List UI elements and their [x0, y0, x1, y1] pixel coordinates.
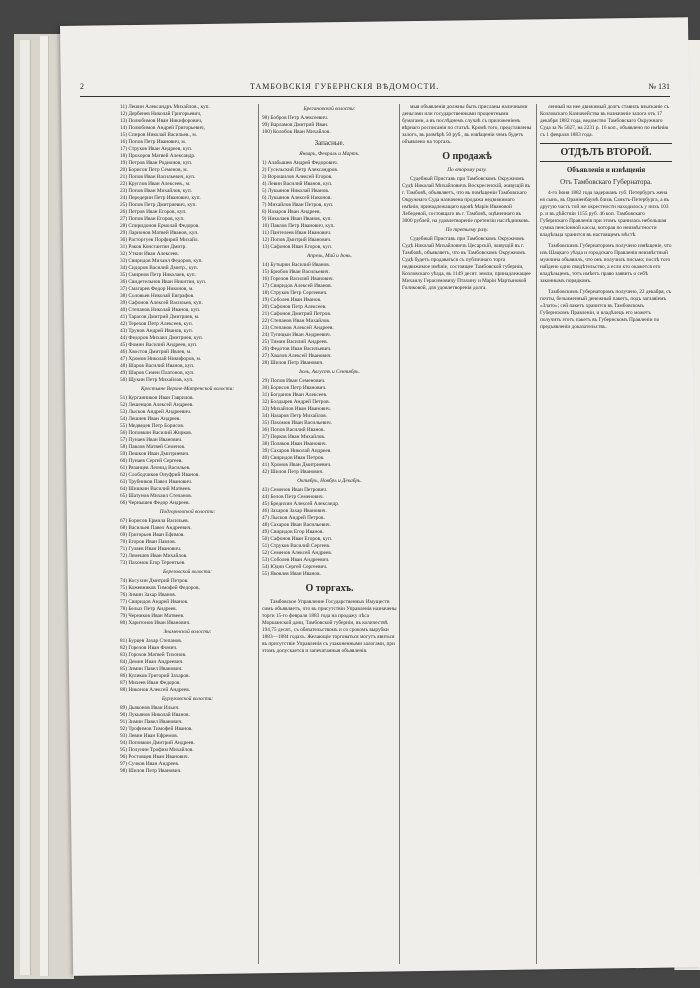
name-list: [120, 578, 255, 627]
list-entry: 45) Бредихин Алексей Александр.: [262, 501, 340, 507]
name-list: [120, 518, 255, 567]
subsection-heading: Октябрь, Ноябрь и Декабрь.: [297, 478, 362, 484]
list-entry: 33) Михайлов Иван Иванович.: [262, 406, 331, 412]
list-entry: 93) Левин Иван Ефремов.: [120, 733, 179, 739]
list-entry: 55) Яковлев Иван Иванов.: [262, 571, 321, 577]
list-entry: 99) Варламов Дмитрий Иван.: [262, 122, 329, 128]
list-entry: 42) Терехов Петр Алексеев, куп.: [120, 321, 193, 327]
list-entry: 48) Сахаров Иван Васильевич.: [262, 522, 331, 528]
list-entry: 49) Свиридов Егор Иванов.: [262, 529, 324, 535]
list-entry: 50) Сафонов Иван Егоров, куп.: [262, 536, 333, 542]
list-entry: 70) Егоров Иван Павлов.: [120, 539, 176, 545]
article-paragraph: Тамбовскимъ Губернаторомъ получено, 22 декабря, съ почты, безъименный денежный пакетъ, подъ заглавіемъ «Злато»; сей пакетъ хранится въ Тамбовскомъ Губернскомъ Правленіи, и владѣлецъ его можетъ получить этотъ пакетъ въ Губернскомъ Правленіи по предъявленіи доказательствъ.: [540, 289, 672, 330]
name-list: [120, 638, 255, 694]
list-entry: 14) Полюбимов Андрей Григорьевич,: [120, 125, 205, 131]
list-entry: 90) Лукьянов Николай Иванов.: [120, 712, 190, 718]
list-entry: 19) Петров Иван Родионов, куп.: [120, 160, 193, 166]
list-entry: 58) Павлов Матвей Семенов.: [120, 444, 186, 450]
list-entry: 38) Поляков Иван Иванович.: [262, 441, 327, 447]
list-entry: 73) Пахомов Егор Терентьев.: [120, 560, 186, 566]
article-paragraph: мыя объявленія должны быть присланы наличными деньгами или государственными процентными бумагами, а въ послѣднемъ случаѣ съ приложеніемъ вѣрнаго росписанія по статьѣ. Кромѣ того, представлены залогъ, въ размѣрѣ 50 руб., въ извѣщеніи чемъ будетъ объявлено на торгахъ.: [402, 104, 532, 145]
list-entry: 39) Сафонов Алексей Васильев, куп.: [120, 300, 203, 306]
list-entry: 94) Поповкин Дмитрий Андреев.: [120, 740, 195, 746]
section-title: ОТДѢЛЪ ВТОРОЙ.: [540, 143, 672, 162]
list-entry: 47) Лысков Андрей Петров.: [262, 515, 325, 521]
list-entry: 53) Лысков Андрей Андреевич.: [120, 409, 192, 415]
section-heading: Подгорновской волости:: [159, 509, 216, 515]
list-entry: 17) Свиридов Алексей Иванов.: [262, 283, 333, 289]
list-entry: 46) Захаров Захар Иванович.: [262, 508, 327, 514]
article-paragraph: Тамбовское Управление Государственных Имуществ симъ объявляетъ, что въ присутствіи Управленія назначены торги 15-го февраля 1883 года на продажу лѣса Моршанской дачи, Тамбовской губерніи, въ количествѣ 194,75 десят., съ обязательствомъ и со срокомъ вырубки 1883—1884 годахъ. Желающіе торговаться могутъ явиться въ присутствіе Управленія съ узаконенными залогами, при этомъ допускается и запечатанныя объявленія.: [262, 599, 397, 654]
list-entry: 72) Лемешев Иван Михайлов.: [120, 553, 188, 559]
list-entry: 28) Спиридонов Ермолай Федоров.: [120, 223, 200, 229]
list-entry: 84) Демин Иван Андреевич.: [120, 659, 184, 665]
name-list: [120, 395, 255, 507]
list-entry: 19) Соболев Иван Иванов.: [262, 297, 322, 303]
name-list: [262, 487, 397, 578]
name-list: [262, 115, 397, 136]
subsection-heading: Январь, Февраль и Мартъ.: [299, 151, 360, 157]
list-entry: 16) Горелов Василий Иванович.: [262, 276, 334, 282]
list-entry: 38) Соловьев Николай Евграфов.: [120, 293, 195, 299]
list-entry: 29) Ларионов Матвей Иванов, куп.: [120, 230, 199, 236]
list-entry: 29) Попов Иван Семенович.: [262, 378, 326, 384]
list-entry: 20) Сафонов Петр Алексеев.: [262, 304, 327, 310]
article-paragraph: Судебный Приставъ при Тамбовскомъ Окружномъ Судѣ Николай Михайловичъ Цесарскій, живущій въ г. Тамбовѣ, объявляетъ, что въ Тамбовскомъ Окружномъ Судѣ будетъ продаваться съ публичнаго торга недвижимое имѣніе, состоящее Тамбовской губерніи, Козловскаго уѣзда, въ 1149 десят. земли, принадлежащее Михаилу Герасимовичу Птахину и Маріи Мартыновой Голиковой, для удовлетворенія долга.: [402, 236, 531, 291]
list-entry: 92) Трофимов Тимофей Иванов.: [120, 726, 193, 732]
list-entry: 83) Горохов Матвей Тихонов.: [120, 652, 187, 658]
list-entry: 91) Зимин Павел Иванович.: [120, 719, 183, 725]
list-entry: 41) Тарасов Дмитрий Дмитриев, м.: [120, 314, 200, 320]
list-entry: 54) Юдин Сергей Сергеевич.: [262, 564, 328, 570]
list-entry: 57) Пунаев Иван Иванович.: [120, 437, 183, 443]
section-heading: Крестьяне Верхне-Матренской волости:: [140, 386, 235, 392]
list-entry: 35) Смирнов Петр Николаев, куп.: [120, 272, 196, 278]
subsection-heading: По второму разу.: [447, 167, 487, 173]
list-entry: 30) Расторгуев Порфирий Михайл.: [120, 237, 199, 243]
list-entry: 30) Борисов Петр Иванович.: [262, 385, 327, 391]
issue-number: № 131: [648, 82, 670, 91]
subsection-heading: Отъ Тамбовскаго Губернатора.: [560, 178, 652, 186]
list-entry: 51) Струков Василий Сергеев.: [262, 543, 331, 549]
list-entry: 22) Круглов Иван Алексеев., м.: [120, 181, 191, 187]
column-1: [120, 104, 255, 974]
list-entry: 48) Шаров Василий Иванов, куп.: [120, 363, 195, 369]
list-entry: 11) Лешин Александръ Михайлов., куп.: [120, 104, 210, 110]
list-entry: 17) Струков Иван Андреев, куп.: [120, 146, 193, 152]
page-edge: [20, 40, 31, 975]
list-entry: 76) Зимин Захар Иванов.: [120, 592, 177, 598]
list-entry: 53) Соболев Иван Андреевич.: [262, 557, 330, 563]
article-paragraph: Тамбовскимъ Губернаторомъ получено извѣщеніе, что изъ Шацкаго уѣзда и городскаго Правленія неизвѣстный мужчина объявилъ, что онъ получилъ письмо; послѣ того найдено одно свидѣтельство, а если кто окажется его владѣльцемъ, тотъ имѣетъ право заявить о себѣ законнымъ порядкомъ.: [540, 243, 672, 284]
subsection-heading: По третьему разу.: [445, 227, 489, 233]
list-entry: 66) Чернышев Федор Андреев.: [120, 500, 190, 506]
list-entry: 32) Уткин Иван Алексеев.: [120, 251, 179, 257]
list-entry: 100) Колобов Иван Михайлов.: [262, 129, 331, 135]
newspaper-title: ТАМБОВСКІЯ ГУБЕРНСКІЯ ВѢДОМОСТИ.: [250, 82, 440, 91]
list-entry: 34) Назаров Петр Михайлов.: [262, 413, 328, 419]
list-entry: 27) Хвалов Алексей Иванович.: [262, 353, 332, 359]
list-entry: 23) Степанов Алексей Андреев.: [262, 325, 334, 331]
list-entry: 35) Пахомов Иван Васильевич.: [262, 420, 332, 426]
section-heading: Брегановской волости:: [303, 106, 356, 112]
list-entry: 24) Передерин Петр Иванович, куп.: [120, 195, 201, 201]
list-entry: 55) Медведев Петр Борисов.: [120, 423, 185, 429]
list-entry: 56) Поповкин Василий Жирков.: [120, 430, 193, 436]
column-divider: [399, 104, 400, 964]
list-entry: 3) Ворошилов Алексей Егоров.: [262, 174, 333, 180]
column-divider: [536, 104, 537, 964]
list-entry: 26) Федотов Иван Васильевич.: [262, 346, 332, 352]
list-entry: 33) Свиридов Михаил Федоров, куп.: [120, 258, 203, 264]
list-entry: 80) Харитонов Иван Иванович.: [120, 620, 191, 626]
list-entry: 28) Шилов Петр Иванович.: [262, 360, 324, 366]
list-entry: 81) Бурцев Захар Степанов.: [120, 638, 183, 644]
list-entry: 32) Болдырев Андрей Петров.: [262, 399, 330, 405]
list-entry: 62) Слободчиков Онуфрий Иванов.: [120, 472, 200, 478]
article-paragraph: 4-го Іюня 1882 года задержанъ губ. Петербургъ жена ея сынъ, въ Ораніенбаумѣ близь Санктъ-Петербурга, а въ другую часть той же окрестности находилось у нихъ 103 р. и въ дѣйствіи 1155 руб. 46 коп. Тамбовскаго Губернскаго Правленія при этомъ хранилась небольшая сумма пенсіонной кассы, которая по неизвѣстности владѣльца хранится въ настоящемъ мѣстѣ.: [540, 190, 670, 238]
list-entry: 31) Богданов Иван Алексеев.: [262, 392, 328, 398]
list-entry: 51) Курганников Иван Гаврилов.: [120, 395, 194, 401]
list-entry: 61) Рязанцев Леонид Васильев.: [120, 465, 191, 471]
list-entry: 78) Белых Петр Андреев.: [120, 606, 178, 612]
list-entry: 67) Борисов Ермила Васильев.: [120, 518, 189, 524]
list-entry: 95) Полунин Трофим Михайлов.: [120, 747, 194, 753]
list-entry: 86) Куликов Григорий Захаров.: [120, 673, 190, 679]
list-entry: 2) Гусельский Петр Александров.: [262, 167, 339, 173]
list-entry: 9) Николаев Иван Иванов, куп.: [262, 216, 332, 222]
name-list: [262, 378, 397, 476]
list-entry: 85) Зимин Павел Иванович.: [120, 666, 183, 672]
list-entry: 88) Никонов Алексей Андреев.: [120, 687, 191, 693]
list-entry: 13) Полюбимов Иван Никифорович,: [120, 118, 203, 124]
list-entry: 34) Сидоров Василий Дмитр., куп.: [120, 265, 199, 271]
list-entry: 46) Хвостов Дмитрий Ивлев, м.: [120, 349, 192, 355]
list-entry: 31) Раков Константин Дмитр.: [120, 244, 187, 250]
list-entry: 96) Ростовцев Иван Иванович.: [120, 754, 189, 760]
list-entry: 64) Шишкин Василий Матвеев.: [120, 486, 192, 492]
column-2: [262, 104, 397, 974]
list-entry: 87) Михеев Иван Федоров.: [120, 680, 181, 686]
article-paragraph: ленный на нее движимый долгъ ставилъ взысканіе съ Козловскаго Казначейства въ назначеніе залога отъ 17 декабря 1882 года, ведомство Тамбовскаго Окружнаго Суда за № 5027, на 2231 р. 16 коп., объявлено по имѣнію съ 1 февраля 1883 года.: [540, 104, 670, 138]
list-entry: 27) Попов Иван Егоров, куп.: [120, 216, 185, 222]
list-entry: 10) Павлов Петр Иванович, куп.: [262, 223, 335, 229]
list-entry: 54) Лешнев Иван Андреев.: [120, 416, 181, 422]
subsection-heading: Апрель, Май и Іюнь.: [307, 253, 352, 259]
section-heading: Бурлуковской волости:: [161, 696, 214, 702]
list-entry: 40) Свиридов Иван Петров.: [262, 455, 325, 461]
list-entry: 74) Косухин Дмитрий Петров.: [120, 578, 189, 584]
list-entry: 36) Свидетельнов Иван Никитин, куп.: [120, 279, 207, 285]
list-entry: 25) Попов Петр Дмитриевич, куп.: [120, 202, 197, 208]
list-entry: 15) Спиров Николай Васильев., м.: [120, 132, 198, 138]
list-entry: 21) Попов Иван Васильевич, куп.: [120, 174, 196, 180]
list-entry: 98) Бобров Петр Алексеевич.: [262, 115, 329, 121]
header-rule: [80, 96, 670, 97]
list-entry: 43) Трунов Андрей Иванов, куп.: [120, 328, 194, 334]
name-list: [120, 104, 255, 384]
list-entry: 21) Сафонов Дмитрий Петров.: [262, 311, 332, 317]
column-4: [540, 104, 672, 974]
list-entry: 8) Назаров Иван Андреев.: [262, 209, 321, 215]
page-edge: [40, 36, 49, 976]
list-entry: 77) Свиридов Андрей Иванов.: [120, 599, 189, 605]
list-entry: 42) Шилов Петр Иванович.: [262, 469, 324, 475]
list-entry: 7) Михайлов Иван Петров, куп.: [262, 202, 334, 208]
list-entry: 98) Шилов Петр Иванович.: [120, 768, 182, 774]
column-divider: [258, 104, 259, 964]
list-entry: 12) Попов Дмитрий Иванович.: [262, 237, 332, 243]
list-entry: 52) Лешенцов Алексей Андреев.: [120, 402, 194, 408]
list-entry: 97) Сучков Иван Андреев.: [120, 761, 180, 767]
list-entry: 45) Фомин Василий Андреев, куп.: [120, 342, 198, 348]
column-3: [402, 104, 532, 974]
list-entry: 44) Белов Петр Семенович.: [262, 494, 324, 500]
list-entry: 60) Пунаев Сергей Сергеев.: [120, 458, 183, 464]
list-entry: 15) Брюбов Иван Васильевич.: [262, 269, 330, 275]
list-entry: 20) Борисов Петр Семенов, м.: [120, 167, 188, 173]
list-entry: 44) Федоров Михаил Дмитриев, куп.: [120, 335, 204, 341]
list-entry: 12) Дербенев Николай Григорьевич,: [120, 111, 202, 117]
list-entry: 37) Смагарев Федор Никонов, м.: [120, 286, 194, 292]
list-entry: 36) Попов Василий Иванов.: [262, 427, 325, 433]
list-entry: 52) Семенов Алексей Андреев.: [262, 550, 333, 556]
list-entry: 59) Пешков Иван Дмитриевич.: [120, 451, 190, 457]
list-entry: 71) Гуляев Иван Иванович.: [120, 546, 182, 552]
section-heading: Объявленія и извѣщенія: [566, 166, 646, 174]
article-heading: О продажѣ: [442, 151, 492, 162]
list-entry: 18) Струков Петр Сергеевич.: [262, 290, 328, 296]
list-entry: 47) Хромов Николай Никифоров, м.: [120, 356, 202, 362]
list-entry: 75) Кожевников Тимофей Федоров.: [120, 585, 200, 591]
list-entry: 18) Прохоров Матвей Александр.: [120, 153, 196, 159]
section-heading: Березовской волости:: [163, 569, 212, 575]
section-heading: Знаменской волости:: [163, 629, 212, 635]
list-entry: 49) Шаров Семен Платонов, куп.: [120, 370, 195, 376]
list-entry: 50) Щукин Петр Михайлов, куп.: [120, 377, 194, 383]
list-entry: 24) Тупицын Иван Андреевич.: [262, 332, 332, 338]
list-entry: 4) Левин Василий Иванов, куп.: [262, 181, 333, 187]
list-entry: 26) Петров Иван Егоров, куп.: [120, 209, 187, 215]
list-entry: 37) Перков Иван Михайлов.: [262, 434, 326, 440]
list-entry: 25) Тимин Василий Андреев.: [262, 339, 328, 345]
list-entry: 89) Дьяконов Иван Ильич.: [120, 705, 180, 711]
list-entry: 22) Степанов Иван Михайлов.: [262, 318, 331, 324]
page-number: 2: [80, 82, 84, 91]
list-entry: 39) Сахаров Николай Андреев.: [262, 448, 332, 454]
list-entry: 5) Лукьянов Николай Иванов.: [262, 188, 330, 194]
list-entry: 69) Григорьев Иван Ефимов.: [120, 532, 185, 538]
section-heading: Запасные.: [314, 139, 345, 147]
list-entry: 16) Попов Петр Иванович, м.: [120, 139, 187, 145]
list-entry: 40) Степанов Николай Иванов, куп.: [120, 307, 201, 313]
article-paragraph: Судебный Приставъ при Тамбовскомъ Окружномъ Судѣ Николай Михайловичъ Воскресенскій, живущій въ г. Тамбовѣ, объявляетъ, что въ помѣщеніи Тамбовскаго Окружнаго Суда назначена продажа недвижимаго имѣнія, принадлежащаго вдовѣ Маріи Ивановой Лебедевой, состоящаго въ г. Тамбовѣ, оцѣненнаго въ 3000 рублей, на удовлетвореніе претензіи наслѣдниковъ.: [402, 176, 531, 224]
name-list: [262, 160, 397, 251]
list-entry: 43) Семенов Иван Петрович.: [262, 487, 328, 493]
list-entry: 63) Трубников Павел Иванович.: [120, 479, 193, 485]
list-entry: 65) Шатунов Михаил Степанов.: [120, 493, 193, 499]
name-list: [262, 262, 397, 367]
list-entry: 41) Хромов Иван Дмитриевич.: [262, 462, 332, 468]
page-header: [80, 82, 670, 94]
list-entry: 82) Горелов Иван Фомич.: [120, 645, 178, 651]
list-entry: 79) Черников Иван Матвеев.: [120, 613, 185, 619]
article-heading: О торгахъ.: [305, 583, 354, 594]
list-entry: 11) Пантелеев Иван Иванович.: [262, 230, 332, 236]
list-entry: 13) Сафонов Иван Егоров, куп.: [262, 244, 333, 250]
list-entry: 14) Бутырин Василий Иванов.: [262, 262, 331, 268]
subsection-heading: Іюль, Августъ и Сентябрь.: [299, 369, 360, 375]
list-entry: 68) Васильев Павел Андреевич.: [120, 525, 192, 531]
list-entry: 6) Лукьянов Алексей Никонов.: [262, 195, 332, 201]
list-entry: 23) Попов Иван Михайлов, куп.: [120, 188, 192, 194]
name-list: [120, 705, 255, 775]
list-entry: 1) Алабышев Андрей Федорович.: [262, 160, 339, 166]
